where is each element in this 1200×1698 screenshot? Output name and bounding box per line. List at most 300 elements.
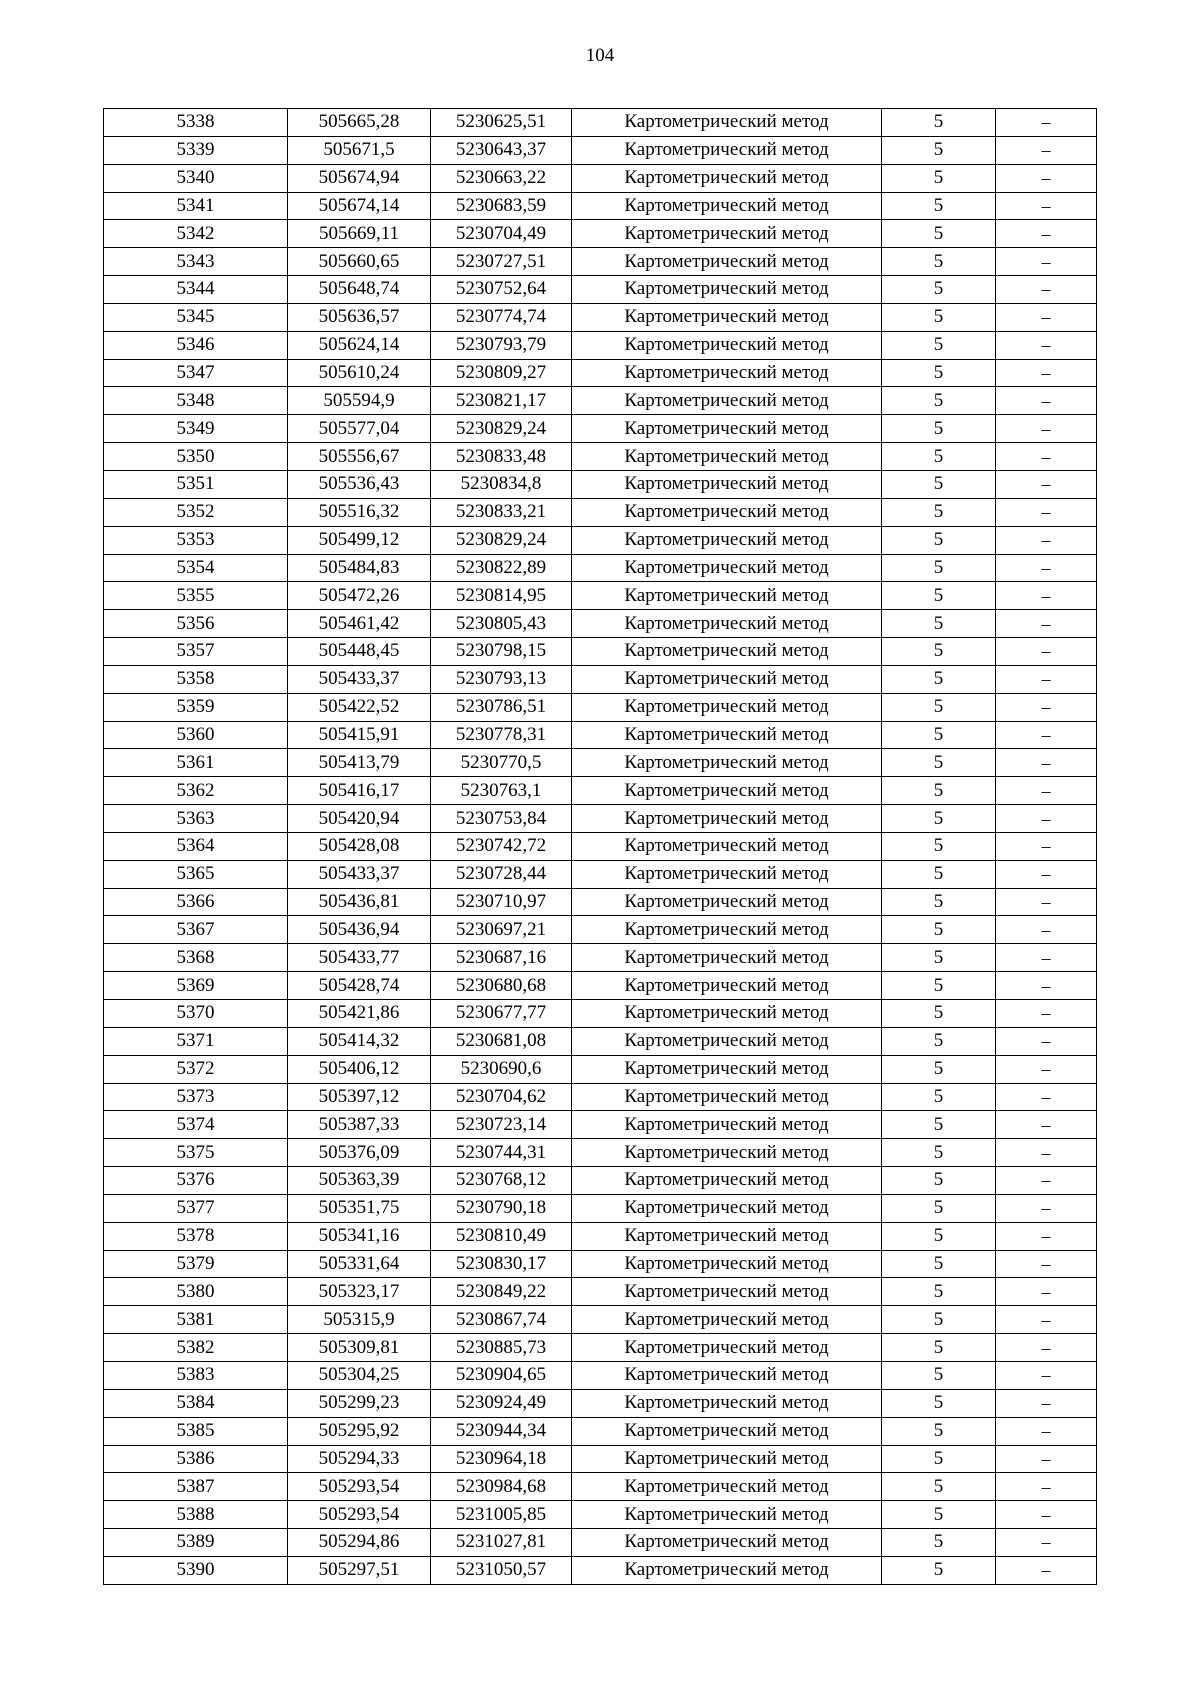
accuracy-cell: 5 xyxy=(882,888,996,916)
table-row xyxy=(104,916,1097,944)
x-coordinate-cell: 505406,12 xyxy=(288,1055,431,1083)
y-coordinate-cell: 5230690,6 xyxy=(431,1055,572,1083)
table-row xyxy=(104,1306,1097,1334)
y-coordinate-cell: 5230822,89 xyxy=(431,554,572,582)
note-cell: – xyxy=(996,860,1097,888)
point-number-cell: 5390 xyxy=(104,1556,288,1584)
accuracy-cell: 5 xyxy=(882,443,996,471)
x-coordinate-cell: 505433,77 xyxy=(288,944,431,972)
point-number-cell: 5357 xyxy=(104,638,288,666)
table-row xyxy=(104,1445,1097,1473)
y-coordinate-cell: 5230774,74 xyxy=(431,303,572,331)
table-row xyxy=(104,1222,1097,1250)
table-row xyxy=(104,1000,1097,1028)
y-coordinate-cell: 5230944,34 xyxy=(431,1417,572,1445)
x-coordinate-cell: 505323,17 xyxy=(288,1278,431,1306)
table-row xyxy=(104,1473,1097,1501)
x-coordinate-cell: 505472,26 xyxy=(288,582,431,610)
point-number-cell: 5381 xyxy=(104,1306,288,1334)
x-coordinate-cell: 505484,83 xyxy=(288,554,431,582)
note-cell: – xyxy=(996,972,1097,1000)
accuracy-cell: 5 xyxy=(882,1501,996,1529)
accuracy-cell: 5 xyxy=(882,359,996,387)
x-coordinate-cell: 505297,51 xyxy=(288,1556,431,1584)
table-row xyxy=(104,888,1097,916)
y-coordinate-cell: 5231050,57 xyxy=(431,1556,572,1584)
x-coordinate-cell: 505665,28 xyxy=(288,109,431,137)
x-coordinate-cell: 505428,08 xyxy=(288,832,431,860)
method-cell: Картометрический метод xyxy=(572,972,882,1000)
note-cell: – xyxy=(996,1529,1097,1557)
x-coordinate-cell: 505413,79 xyxy=(288,749,431,777)
accuracy-cell: 5 xyxy=(882,415,996,443)
x-coordinate-cell: 505294,33 xyxy=(288,1445,431,1473)
point-number-cell: 5361 xyxy=(104,749,288,777)
note-cell: – xyxy=(996,526,1097,554)
note-cell: – xyxy=(996,303,1097,331)
note-cell: – xyxy=(996,192,1097,220)
note-cell: – xyxy=(996,944,1097,972)
note-cell: – xyxy=(996,1139,1097,1167)
point-number-cell: 5382 xyxy=(104,1334,288,1362)
method-cell: Картометрический метод xyxy=(572,721,882,749)
y-coordinate-cell: 5231005,85 xyxy=(431,1501,572,1529)
method-cell: Картометрический метод xyxy=(572,498,882,526)
table-row xyxy=(104,638,1097,666)
table-row xyxy=(104,749,1097,777)
table-row xyxy=(104,331,1097,359)
point-number-cell: 5365 xyxy=(104,860,288,888)
point-number-cell: 5373 xyxy=(104,1083,288,1111)
y-coordinate-cell: 5230742,72 xyxy=(431,832,572,860)
x-coordinate-cell: 505415,91 xyxy=(288,721,431,749)
table-row xyxy=(104,303,1097,331)
table-row xyxy=(104,1167,1097,1195)
method-cell: Картометрический метод xyxy=(572,164,882,192)
method-cell: Картометрический метод xyxy=(572,443,882,471)
note-cell: – xyxy=(996,1445,1097,1473)
table-row xyxy=(104,526,1097,554)
point-number-cell: 5352 xyxy=(104,498,288,526)
accuracy-cell: 5 xyxy=(882,1361,996,1389)
accuracy-cell: 5 xyxy=(882,860,996,888)
y-coordinate-cell: 5230885,73 xyxy=(431,1334,572,1362)
x-coordinate-cell: 505610,24 xyxy=(288,359,431,387)
method-cell: Картометрический метод xyxy=(572,220,882,248)
y-coordinate-cell: 5230778,31 xyxy=(431,721,572,749)
table-row xyxy=(104,1529,1097,1557)
x-coordinate-cell: 505351,75 xyxy=(288,1194,431,1222)
accuracy-cell: 5 xyxy=(882,582,996,610)
method-cell: Картометрический метод xyxy=(572,749,882,777)
method-cell: Картометрический метод xyxy=(572,1529,882,1557)
table-row xyxy=(104,777,1097,805)
table-row xyxy=(104,1556,1097,1584)
method-cell: Картометрический метод xyxy=(572,693,882,721)
table-row xyxy=(104,1083,1097,1111)
method-cell: Картометрический метод xyxy=(572,387,882,415)
note-cell: – xyxy=(996,1027,1097,1055)
accuracy-cell: 5 xyxy=(882,1278,996,1306)
accuracy-cell: 5 xyxy=(882,1556,996,1584)
method-cell: Картометрический метод xyxy=(572,1361,882,1389)
method-cell: Картометрический метод xyxy=(572,248,882,276)
x-coordinate-cell: 505433,37 xyxy=(288,665,431,693)
method-cell: Картометрический метод xyxy=(572,331,882,359)
accuracy-cell: 5 xyxy=(882,1139,996,1167)
y-coordinate-cell: 5230704,62 xyxy=(431,1083,572,1111)
y-coordinate-cell: 5230833,48 xyxy=(431,443,572,471)
table-row xyxy=(104,972,1097,1000)
x-coordinate-cell: 505433,37 xyxy=(288,860,431,888)
note-cell: – xyxy=(996,359,1097,387)
table-row xyxy=(104,1361,1097,1389)
x-coordinate-cell: 505295,92 xyxy=(288,1417,431,1445)
point-number-cell: 5338 xyxy=(104,109,288,137)
note-cell: – xyxy=(996,1306,1097,1334)
accuracy-cell: 5 xyxy=(882,1306,996,1334)
method-cell: Картометрический метод xyxy=(572,1278,882,1306)
y-coordinate-cell: 5230834,8 xyxy=(431,470,572,498)
x-coordinate-cell: 505624,14 xyxy=(288,331,431,359)
y-coordinate-cell: 5230643,37 xyxy=(431,136,572,164)
accuracy-cell: 5 xyxy=(882,1389,996,1417)
point-number-cell: 5359 xyxy=(104,693,288,721)
accuracy-cell: 5 xyxy=(882,331,996,359)
x-coordinate-cell: 505556,67 xyxy=(288,443,431,471)
point-number-cell: 5345 xyxy=(104,303,288,331)
table-row xyxy=(104,1194,1097,1222)
accuracy-cell: 5 xyxy=(882,1529,996,1557)
table-row xyxy=(104,220,1097,248)
note-cell: – xyxy=(996,1194,1097,1222)
table-row xyxy=(104,276,1097,304)
table-row xyxy=(104,665,1097,693)
method-cell: Картометрический метод xyxy=(572,526,882,554)
point-number-cell: 5349 xyxy=(104,415,288,443)
accuracy-cell: 5 xyxy=(882,777,996,805)
accuracy-cell: 5 xyxy=(882,109,996,137)
point-number-cell: 5377 xyxy=(104,1194,288,1222)
accuracy-cell: 5 xyxy=(882,665,996,693)
point-number-cell: 5343 xyxy=(104,248,288,276)
x-coordinate-cell: 505648,74 xyxy=(288,276,431,304)
coordinates-table xyxy=(103,108,1097,1585)
accuracy-cell: 5 xyxy=(882,1445,996,1473)
method-cell: Картометрический метод xyxy=(572,1083,882,1111)
note-cell: – xyxy=(996,721,1097,749)
table-row xyxy=(104,248,1097,276)
note-cell: – xyxy=(996,1501,1097,1529)
note-cell: – xyxy=(996,749,1097,777)
point-number-cell: 5362 xyxy=(104,777,288,805)
x-coordinate-cell: 505422,52 xyxy=(288,693,431,721)
table-row xyxy=(104,1027,1097,1055)
accuracy-cell: 5 xyxy=(882,944,996,972)
x-coordinate-cell: 505674,14 xyxy=(288,192,431,220)
x-coordinate-cell: 505414,32 xyxy=(288,1027,431,1055)
table-row xyxy=(104,1055,1097,1083)
y-coordinate-cell: 5230904,65 xyxy=(431,1361,572,1389)
point-number-cell: 5369 xyxy=(104,972,288,1000)
table-row xyxy=(104,470,1097,498)
method-cell: Картометрический метод xyxy=(572,610,882,638)
table-row xyxy=(104,192,1097,220)
accuracy-cell: 5 xyxy=(882,638,996,666)
point-number-cell: 5356 xyxy=(104,610,288,638)
accuracy-cell: 5 xyxy=(882,303,996,331)
y-coordinate-cell: 5230964,18 xyxy=(431,1445,572,1473)
method-cell: Картометрический метод xyxy=(572,638,882,666)
x-coordinate-cell: 505428,74 xyxy=(288,972,431,1000)
y-coordinate-cell: 5231027,81 xyxy=(431,1529,572,1557)
method-cell: Картометрический метод xyxy=(572,582,882,610)
x-coordinate-cell: 505499,12 xyxy=(288,526,431,554)
method-cell: Картометрический метод xyxy=(572,916,882,944)
y-coordinate-cell: 5230770,5 xyxy=(431,749,572,777)
note-cell: – xyxy=(996,582,1097,610)
y-coordinate-cell: 5230723,14 xyxy=(431,1111,572,1139)
table-row xyxy=(104,944,1097,972)
point-number-cell: 5341 xyxy=(104,192,288,220)
y-coordinate-cell: 5230663,22 xyxy=(431,164,572,192)
method-cell: Картометрический метод xyxy=(572,554,882,582)
point-number-cell: 5351 xyxy=(104,470,288,498)
accuracy-cell: 5 xyxy=(882,1055,996,1083)
note-cell: – xyxy=(996,693,1097,721)
accuracy-cell: 5 xyxy=(882,136,996,164)
table-row xyxy=(104,415,1097,443)
accuracy-cell: 5 xyxy=(882,220,996,248)
point-number-cell: 5385 xyxy=(104,1417,288,1445)
note-cell: – xyxy=(996,109,1097,137)
note-cell: – xyxy=(996,1389,1097,1417)
point-number-cell: 5358 xyxy=(104,665,288,693)
accuracy-cell: 5 xyxy=(882,192,996,220)
x-coordinate-cell: 505299,23 xyxy=(288,1389,431,1417)
method-cell: Картометрический метод xyxy=(572,192,882,220)
y-coordinate-cell: 5230763,1 xyxy=(431,777,572,805)
note-cell: – xyxy=(996,331,1097,359)
method-cell: Картометрический метод xyxy=(572,1473,882,1501)
x-coordinate-cell: 505421,86 xyxy=(288,1000,431,1028)
note-cell: – xyxy=(996,470,1097,498)
page-number: 104 xyxy=(585,45,615,66)
accuracy-cell: 5 xyxy=(882,276,996,304)
point-number-cell: 5364 xyxy=(104,832,288,860)
point-number-cell: 5348 xyxy=(104,387,288,415)
y-coordinate-cell: 5230687,16 xyxy=(431,944,572,972)
method-cell: Картометрический метод xyxy=(572,832,882,860)
note-cell: – xyxy=(996,1111,1097,1139)
table-row xyxy=(104,1417,1097,1445)
y-coordinate-cell: 5230924,49 xyxy=(431,1389,572,1417)
x-coordinate-cell: 505594,9 xyxy=(288,387,431,415)
x-coordinate-cell: 505448,45 xyxy=(288,638,431,666)
y-coordinate-cell: 5230768,12 xyxy=(431,1167,572,1195)
method-cell: Картометрический метод xyxy=(572,944,882,972)
accuracy-cell: 5 xyxy=(882,1334,996,1362)
note-cell: – xyxy=(996,1167,1097,1195)
y-coordinate-cell: 5230805,43 xyxy=(431,610,572,638)
point-number-cell: 5354 xyxy=(104,554,288,582)
method-cell: Картометрический метод xyxy=(572,1445,882,1473)
accuracy-cell: 5 xyxy=(882,1111,996,1139)
method-cell: Картометрический метод xyxy=(572,276,882,304)
x-coordinate-cell: 505516,32 xyxy=(288,498,431,526)
table-row xyxy=(104,1139,1097,1167)
method-cell: Картометрический метод xyxy=(572,860,882,888)
note-cell: – xyxy=(996,1556,1097,1584)
point-number-cell: 5387 xyxy=(104,1473,288,1501)
y-coordinate-cell: 5230833,21 xyxy=(431,498,572,526)
x-coordinate-cell: 505674,94 xyxy=(288,164,431,192)
y-coordinate-cell: 5230810,49 xyxy=(431,1222,572,1250)
note-cell: – xyxy=(996,916,1097,944)
y-coordinate-cell: 5230793,13 xyxy=(431,665,572,693)
x-coordinate-cell: 505387,33 xyxy=(288,1111,431,1139)
table-row xyxy=(104,443,1097,471)
note-cell: – xyxy=(996,1083,1097,1111)
table-row xyxy=(104,1278,1097,1306)
note-cell: – xyxy=(996,1361,1097,1389)
y-coordinate-cell: 5230697,21 xyxy=(431,916,572,944)
table-row xyxy=(104,109,1097,137)
y-coordinate-cell: 5230728,44 xyxy=(431,860,572,888)
x-coordinate-cell: 505536,43 xyxy=(288,470,431,498)
table-row xyxy=(104,860,1097,888)
accuracy-cell: 5 xyxy=(882,498,996,526)
method-cell: Картометрический метод xyxy=(572,1111,882,1139)
note-cell: – xyxy=(996,665,1097,693)
method-cell: Картометрический метод xyxy=(572,1250,882,1278)
point-number-cell: 5375 xyxy=(104,1139,288,1167)
note-cell: – xyxy=(996,888,1097,916)
point-number-cell: 5386 xyxy=(104,1445,288,1473)
x-coordinate-cell: 505461,42 xyxy=(288,610,431,638)
coordinates-table-body xyxy=(104,109,1097,1585)
point-number-cell: 5363 xyxy=(104,805,288,833)
note-cell: – xyxy=(996,777,1097,805)
y-coordinate-cell: 5230752,64 xyxy=(431,276,572,304)
point-number-cell: 5388 xyxy=(104,1501,288,1529)
note-cell: – xyxy=(996,443,1097,471)
method-cell: Картометрический метод xyxy=(572,359,882,387)
accuracy-cell: 5 xyxy=(882,693,996,721)
point-number-cell: 5370 xyxy=(104,1000,288,1028)
accuracy-cell: 5 xyxy=(882,1027,996,1055)
method-cell: Картометрический метод xyxy=(572,1306,882,1334)
method-cell: Картометрический метод xyxy=(572,1055,882,1083)
table-row xyxy=(104,582,1097,610)
point-number-cell: 5342 xyxy=(104,220,288,248)
x-coordinate-cell: 505294,86 xyxy=(288,1529,431,1557)
x-coordinate-cell: 505416,17 xyxy=(288,777,431,805)
x-coordinate-cell: 505420,94 xyxy=(288,805,431,833)
note-cell: – xyxy=(996,1473,1097,1501)
note-cell: – xyxy=(996,1334,1097,1362)
x-coordinate-cell: 505331,64 xyxy=(288,1250,431,1278)
point-number-cell: 5372 xyxy=(104,1055,288,1083)
table-row xyxy=(104,359,1097,387)
y-coordinate-cell: 5230680,68 xyxy=(431,972,572,1000)
accuracy-cell: 5 xyxy=(882,805,996,833)
point-number-cell: 5384 xyxy=(104,1389,288,1417)
x-coordinate-cell: 505436,94 xyxy=(288,916,431,944)
note-cell: – xyxy=(996,220,1097,248)
method-cell: Картометрический метод xyxy=(572,1417,882,1445)
table-row xyxy=(104,1334,1097,1362)
accuracy-cell: 5 xyxy=(882,1083,996,1111)
note-cell: – xyxy=(996,832,1097,860)
note-cell: – xyxy=(996,498,1097,526)
accuracy-cell: 5 xyxy=(882,387,996,415)
y-coordinate-cell: 5230798,15 xyxy=(431,638,572,666)
accuracy-cell: 5 xyxy=(882,1417,996,1445)
point-number-cell: 5371 xyxy=(104,1027,288,1055)
y-coordinate-cell: 5230625,51 xyxy=(431,109,572,137)
method-cell: Картометрический метод xyxy=(572,888,882,916)
note-cell: – xyxy=(996,1055,1097,1083)
point-number-cell: 5353 xyxy=(104,526,288,554)
point-number-cell: 5379 xyxy=(104,1250,288,1278)
method-cell: Картометрический метод xyxy=(572,1222,882,1250)
x-coordinate-cell: 505293,54 xyxy=(288,1473,431,1501)
point-number-cell: 5378 xyxy=(104,1222,288,1250)
table-row xyxy=(104,805,1097,833)
accuracy-cell: 5 xyxy=(882,749,996,777)
y-coordinate-cell: 5230814,95 xyxy=(431,582,572,610)
y-coordinate-cell: 5230786,51 xyxy=(431,693,572,721)
table-row xyxy=(104,1111,1097,1139)
note-cell: – xyxy=(996,136,1097,164)
method-cell: Картометрический метод xyxy=(572,777,882,805)
point-number-cell: 5383 xyxy=(104,1361,288,1389)
x-coordinate-cell: 505671,5 xyxy=(288,136,431,164)
y-coordinate-cell: 5230793,79 xyxy=(431,331,572,359)
x-coordinate-cell: 505376,09 xyxy=(288,1139,431,1167)
table-row xyxy=(104,693,1097,721)
table-row xyxy=(104,136,1097,164)
accuracy-cell: 5 xyxy=(882,526,996,554)
point-number-cell: 5350 xyxy=(104,443,288,471)
y-coordinate-cell: 5230829,24 xyxy=(431,415,572,443)
y-coordinate-cell: 5230677,77 xyxy=(431,1000,572,1028)
note-cell: – xyxy=(996,387,1097,415)
point-number-cell: 5346 xyxy=(104,331,288,359)
note-cell: – xyxy=(996,1278,1097,1306)
method-cell: Картометрический метод xyxy=(572,136,882,164)
accuracy-cell: 5 xyxy=(882,1194,996,1222)
method-cell: Картометрический метод xyxy=(572,415,882,443)
y-coordinate-cell: 5230727,51 xyxy=(431,248,572,276)
x-coordinate-cell: 505304,25 xyxy=(288,1361,431,1389)
accuracy-cell: 5 xyxy=(882,554,996,582)
method-cell: Картометрический метод xyxy=(572,1139,882,1167)
x-coordinate-cell: 505363,39 xyxy=(288,1167,431,1195)
y-coordinate-cell: 5230704,49 xyxy=(431,220,572,248)
note-cell: – xyxy=(996,276,1097,304)
y-coordinate-cell: 5230753,84 xyxy=(431,805,572,833)
method-cell: Картометрический метод xyxy=(572,805,882,833)
x-coordinate-cell: 505293,54 xyxy=(288,1501,431,1529)
accuracy-cell: 5 xyxy=(882,1473,996,1501)
note-cell: – xyxy=(996,638,1097,666)
point-number-cell: 5368 xyxy=(104,944,288,972)
y-coordinate-cell: 5230809,27 xyxy=(431,359,572,387)
accuracy-cell: 5 xyxy=(882,832,996,860)
note-cell: – xyxy=(996,1250,1097,1278)
